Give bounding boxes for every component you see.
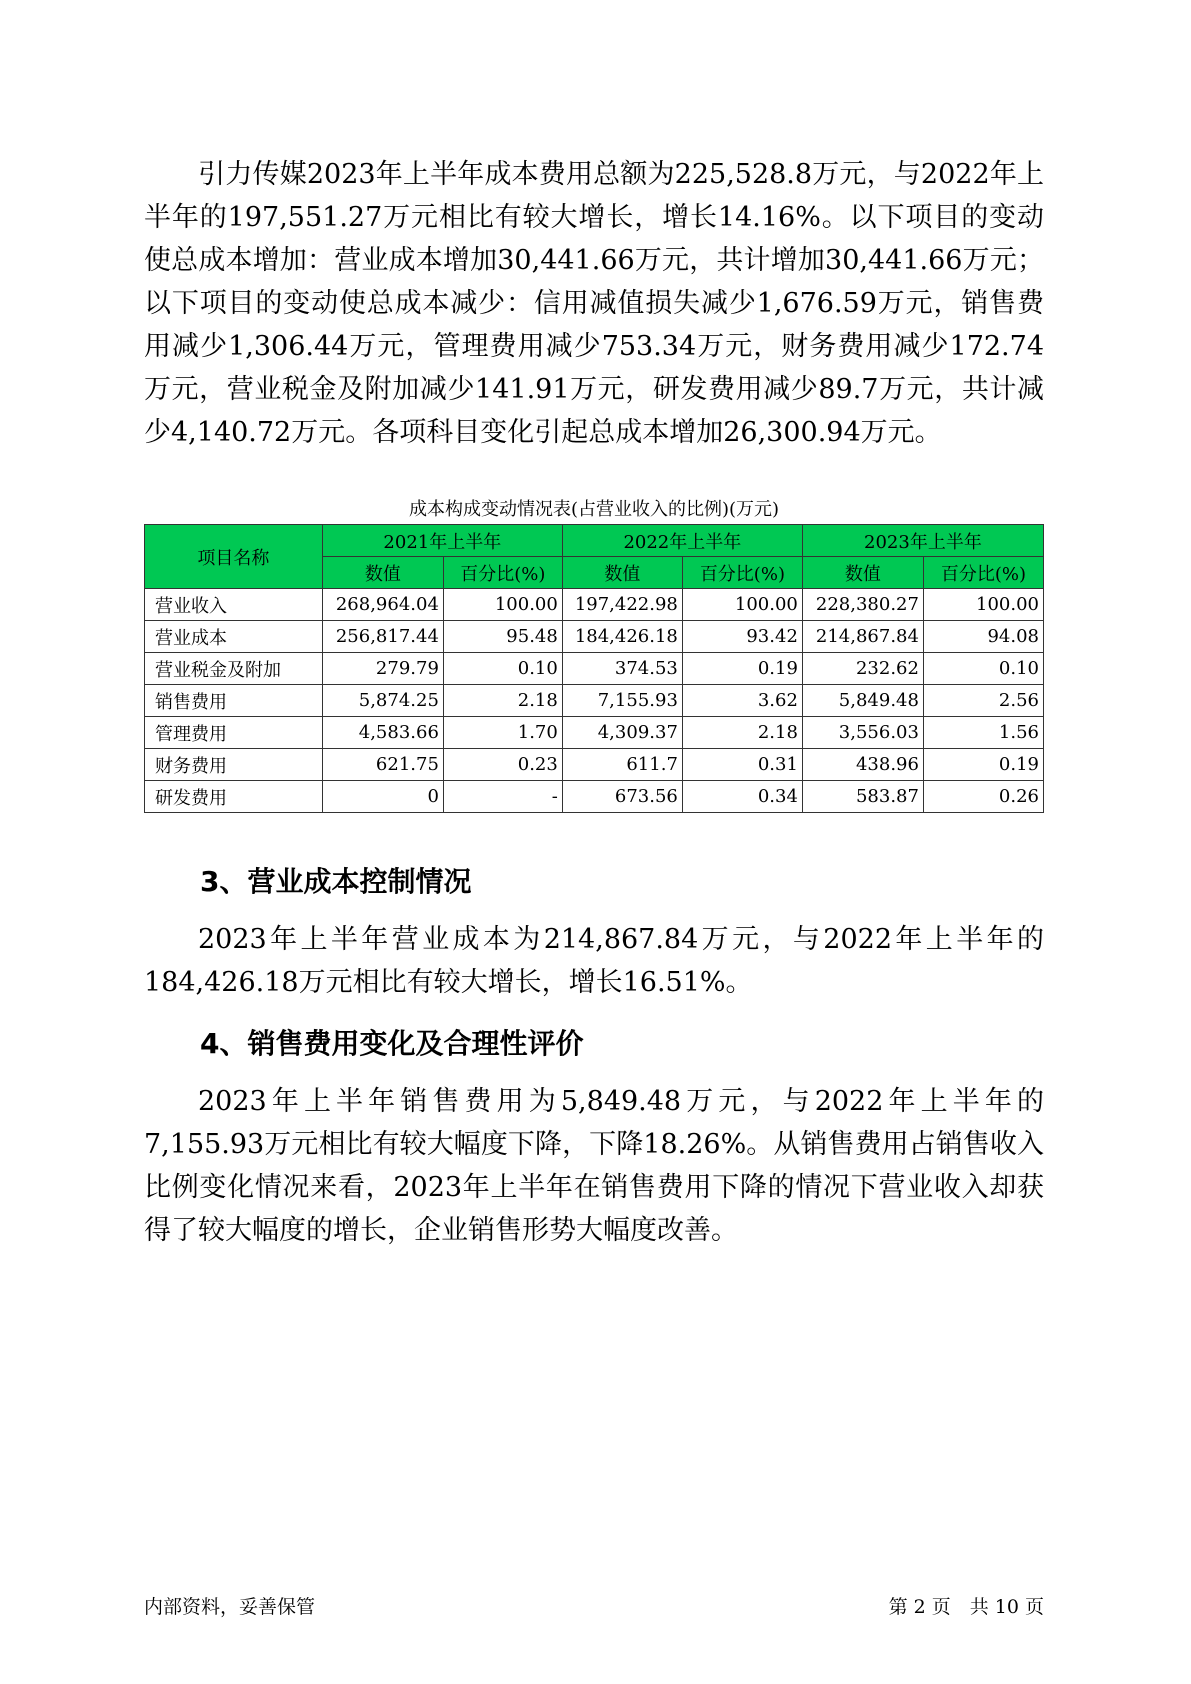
cell-value: 232.62: [802, 653, 923, 685]
cell-percent: 1.56: [923, 717, 1043, 749]
paragraph-cost-summary-text: 引力传媒2023年上半年成本费用总额为225,528.8万元，与2022年上半年的197,551.27万元相比有较大增长，增长14.16%。以下项目的变动使总成本增加：营业成本增加30,441.66万元，共计增加30,441.66万元；以下项目的变动使总成本减少：信用减值损失减少1,676.59万元，销售费用减少1,306.44万元，管理费用减少753.34万元，财务费用减少172.74万元，营业税金及附加减少141.91万元，研发费用减少89.7万元，共计减少4,140.72万元。各项科目变化引起总成本增加26,300.94万元。: [144, 159, 1044, 448]
subheader-value: 数值: [322, 557, 443, 589]
cell-value: 228,380.27: [802, 589, 923, 621]
cell-percent: 2.56: [923, 685, 1043, 717]
cell-percent: 100.00: [443, 589, 562, 621]
cell-value: 5,849.48: [802, 685, 923, 717]
header-period-2022: 2022年上半年: [562, 525, 802, 557]
table-caption: 成本构成变动情况表(占营业收入的比例)(万元): [408, 499, 780, 520]
subheader-value: 数值: [562, 557, 682, 589]
header-item-name: 项目名称: [145, 525, 323, 589]
subheader-value: 数值: [802, 557, 923, 589]
cell-percent: 0.23: [443, 749, 562, 781]
cost-structure-table: [144, 524, 1044, 813]
table-row: [145, 781, 1044, 813]
cell-value: 4,309.37: [562, 717, 682, 749]
section-heading-sales-expense: 4、销售费用变化及合理性评价: [200, 1027, 584, 1060]
table-row: [145, 653, 1044, 685]
cell-value: 5,874.25: [322, 685, 443, 717]
row-label: 营业收入: [145, 589, 323, 621]
cell-percent: 100.00: [923, 589, 1043, 621]
paragraph-cost-summary: [144, 153, 1044, 454]
cell-value: 374.53: [562, 653, 682, 685]
footer-confidential-note: 内部资料，妥善保管: [144, 1596, 316, 1618]
row-label: 管理费用: [145, 717, 323, 749]
cell-percent: 2.18: [682, 717, 802, 749]
paragraph-operating-cost: [144, 918, 1044, 1004]
subheader-percent: 百分比(%): [443, 557, 562, 589]
cell-value: 184,426.18: [562, 621, 682, 653]
cell-percent: 0.10: [923, 653, 1043, 685]
cell-value: 268,964.04: [322, 589, 443, 621]
subheader-percent: 百分比(%): [923, 557, 1043, 589]
row-label: 财务费用: [145, 749, 323, 781]
table-row: [145, 685, 1044, 717]
cell-percent: -: [443, 781, 562, 813]
subheader-percent: 百分比(%): [682, 557, 802, 589]
cell-value: 197,422.98: [562, 589, 682, 621]
cell-value: 7,155.93: [562, 685, 682, 717]
cell-percent: 0.19: [923, 749, 1043, 781]
cell-value: 214,867.84: [802, 621, 923, 653]
cell-value: 3,556.03: [802, 717, 923, 749]
cell-value: 4,583.66: [322, 717, 443, 749]
cell-percent: 100.00: [682, 589, 802, 621]
section-heading-operating-cost: 3、营业成本控制情况: [200, 865, 472, 898]
cell-percent: 0.31: [682, 749, 802, 781]
cell-value: 673.56: [562, 781, 682, 813]
table-row: [145, 621, 1044, 653]
row-label: 研发费用: [145, 781, 323, 813]
cell-percent: 0.34: [682, 781, 802, 813]
cell-value: 0: [322, 781, 443, 813]
cell-value: 621.75: [322, 749, 443, 781]
paragraph-operating-cost-text: 2023年上半年营业成本为214,867.84万元，与2022年上半年的184,426.18万元相比有较大增长，增长16.51%。: [144, 924, 1044, 998]
cell-percent: 1.70: [443, 717, 562, 749]
row-label: 营业成本: [145, 621, 323, 653]
footer-page-number: 第 2 页 共 10 页: [888, 1596, 1044, 1618]
cell-percent: 94.08: [923, 621, 1043, 653]
cell-percent: 95.48: [443, 621, 562, 653]
cell-value: 611.7: [562, 749, 682, 781]
cell-percent: 0.19: [682, 653, 802, 685]
header-period-2023: 2023年上半年: [802, 525, 1043, 557]
table-row: [145, 749, 1044, 781]
header-period-2021: 2021年上半年: [322, 525, 562, 557]
table-row: [145, 589, 1044, 621]
cell-percent: 3.62: [682, 685, 802, 717]
paragraph-sales-expense-text: 2023年上半年销售费用为5,849.48万元，与2022年上半年的7,155.93万元相比有较大幅度下降，下降18.26%。从销售费用占销售收入比例变化情况来看，2023年上半年在销售费用下降的情况下营业收入却获得了较大幅度的增长，企业销售形势大幅度改善。: [144, 1086, 1044, 1246]
cell-value: 279.79: [322, 653, 443, 685]
row-label: 营业税金及附加: [145, 653, 323, 685]
paragraph-sales-expense: [144, 1080, 1044, 1252]
cell-percent: 2.18: [443, 685, 562, 717]
cell-value: 256,817.44: [322, 621, 443, 653]
cell-percent: 93.42: [682, 621, 802, 653]
cell-value: 438.96: [802, 749, 923, 781]
cell-percent: 0.26: [923, 781, 1043, 813]
cell-percent: 0.10: [443, 653, 562, 685]
row-label: 销售费用: [145, 685, 323, 717]
table-row: [145, 717, 1044, 749]
cell-value: 583.87: [802, 781, 923, 813]
